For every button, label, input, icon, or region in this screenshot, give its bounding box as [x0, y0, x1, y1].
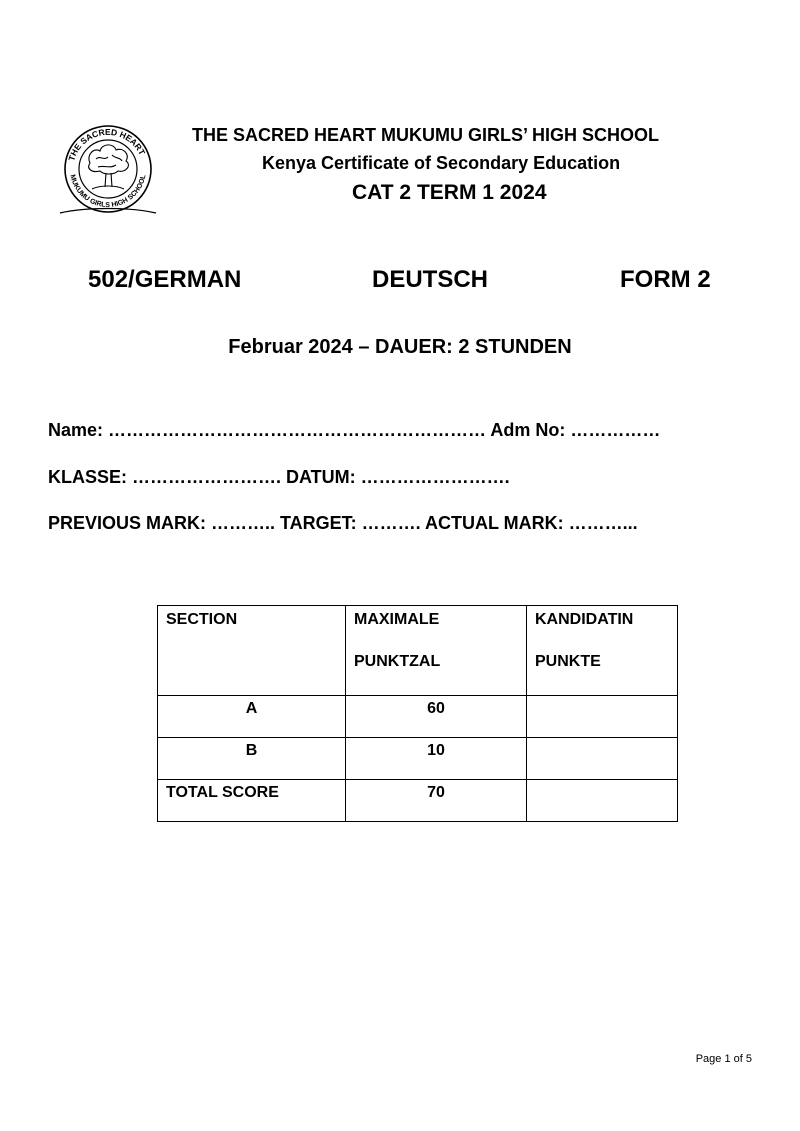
max-points-cell: 60 [346, 696, 527, 738]
table-header-row [158, 606, 678, 696]
exam-term-title: CAT 2 TERM 1 2024 [352, 181, 547, 204]
header-cell-max-points: MAXIMALE PUNKTZAL [346, 606, 527, 696]
candidate-score-cell[interactable] [527, 738, 678, 780]
crest-text-top: THE SACRED HEART [66, 126, 148, 163]
subject-name: DEUTSCH [372, 266, 489, 293]
date-duration: Februar 2024 – DAUER: 2 STUNDEN [228, 336, 572, 358]
table-row [158, 780, 678, 822]
max-points-cell: 70 [346, 780, 527, 822]
score-table [157, 605, 678, 822]
table-row [158, 696, 678, 738]
school-name: THE SACRED HEART MUKUMU GIRLS’ HIGH SCHOOL [192, 125, 660, 145]
header-cell-section: SECTION [158, 606, 346, 696]
marks-field-line[interactable]: PREVIOUS MARK: ……….. TARGET: ………. ACTUAL MARK: ………... [48, 513, 638, 533]
exam-board-title: Kenya Certificate of Secondary Education [262, 153, 621, 173]
candidate-score-cell[interactable] [527, 780, 678, 822]
candidate-score-cell[interactable] [527, 696, 678, 738]
table-row [158, 738, 678, 780]
crest-text-bottom: MUKUMU GIRLS HIGH SCHOOL [68, 174, 148, 210]
tree-icon [89, 145, 129, 189]
name-adm-field-line[interactable]: Name: ……………………………………………………… Adm No: …………… [48, 420, 661, 440]
max-points-cell: 10 [346, 738, 527, 780]
section-cell: A [158, 696, 346, 738]
section-cell: TOTAL SCORE [158, 780, 346, 822]
page-number: Page 1 of 5 [695, 1053, 752, 1065]
section-cell: B [158, 738, 346, 780]
header-cell-candidate-points: KANDIDATIN PUNKTE [527, 606, 678, 696]
subject-code: 502/GERMAN [88, 266, 242, 293]
form-level: FORM 2 [620, 266, 711, 293]
klasse-datum-field-line[interactable]: KLASSE: ……………………. DATUM: ……………………. [48, 467, 510, 487]
school-crest-logo [56, 125, 160, 215]
